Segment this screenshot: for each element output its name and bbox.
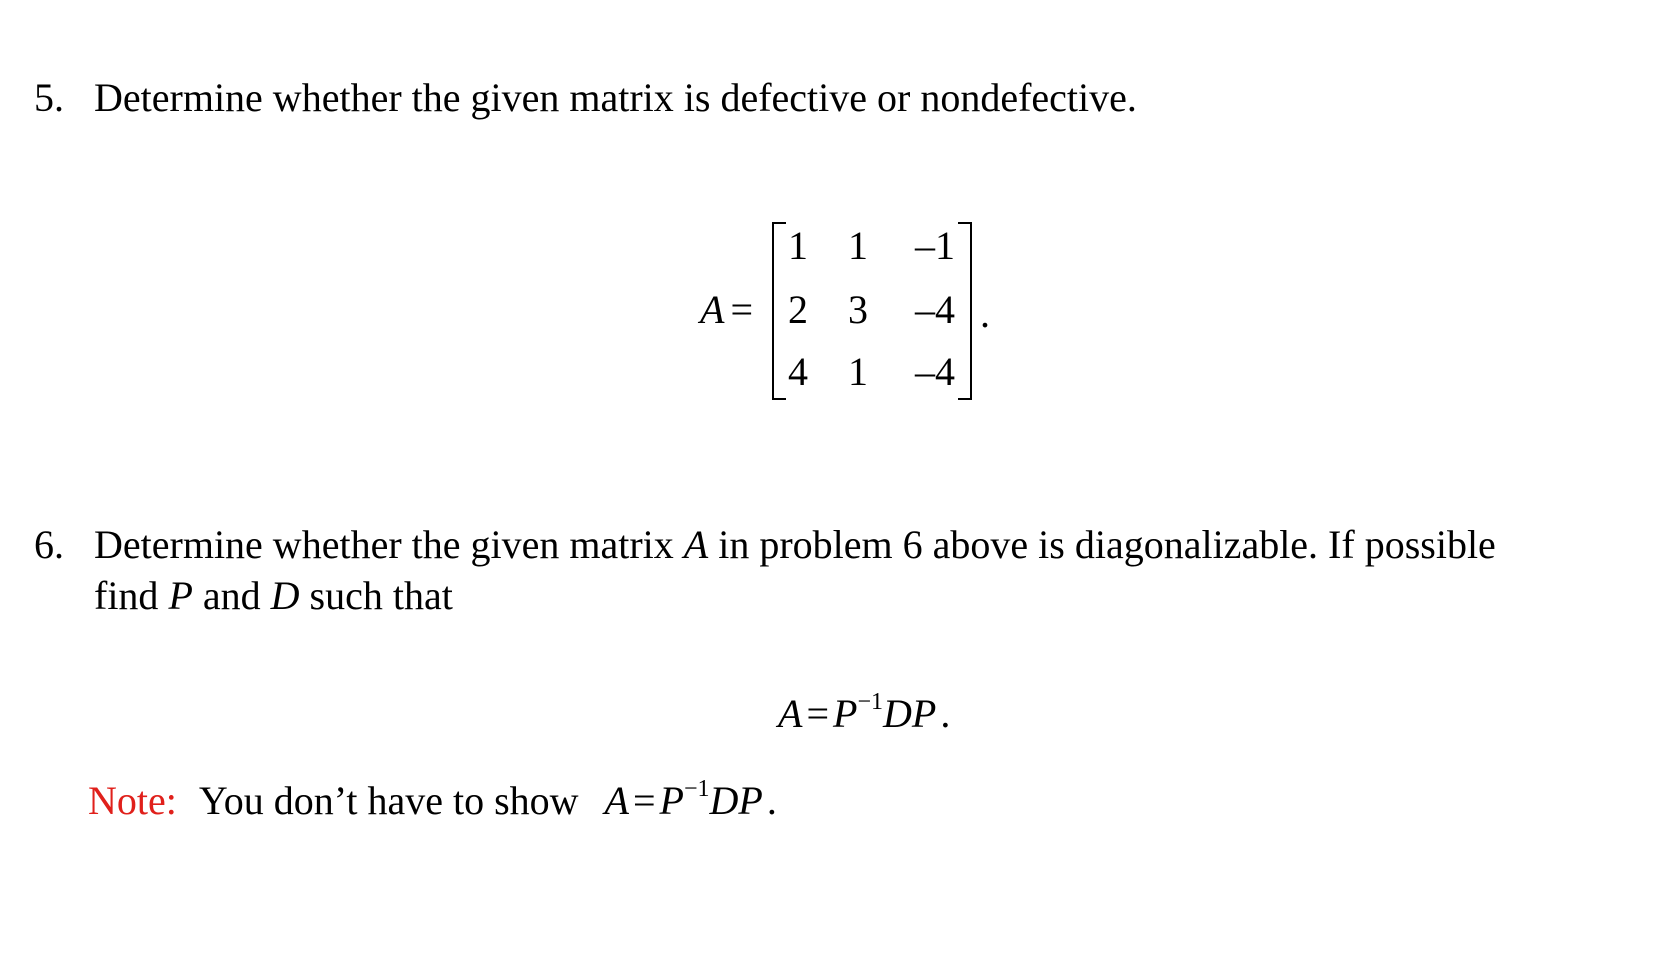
matrix-cell-r2c1: 2	[788, 287, 808, 332]
problem-6-line-1-a: Determine whether the given matrix	[94, 522, 684, 567]
problem-5-number: 5.	[34, 75, 64, 120]
note-a: A	[604, 778, 629, 823]
matrix-lhs-var: A	[700, 287, 725, 332]
eq-equals: =	[806, 691, 829, 736]
matrix-cell-r2c3: –4	[915, 287, 955, 332]
problem-6-var-p: P	[168, 573, 193, 618]
eq-dp: DP	[882, 691, 937, 736]
display-equation	[778, 690, 950, 738]
matrix-right-bracket	[958, 222, 972, 400]
problem-5-text: Determine whether the given matrix is defective or nondefective.	[94, 75, 1137, 120]
eq-a: A	[778, 691, 803, 736]
note-end: .	[766, 778, 777, 823]
matrix-cell-r1c3: –1	[915, 223, 955, 268]
matrix-terminator: .	[980, 291, 990, 336]
problem-6-line-2-c: such that	[299, 573, 453, 618]
problem-6-var-a: A	[683, 522, 709, 567]
matrix-lhs	[700, 286, 753, 334]
eq-end: .	[940, 691, 951, 736]
note-text: You don’t have to show	[198, 778, 579, 823]
note-exponent: −1	[683, 776, 710, 802]
problem-6-number: 6.	[34, 522, 64, 567]
problem-6-line-2-a: find	[94, 573, 169, 618]
eq-exponent: −1	[857, 689, 883, 715]
note-equals: =	[632, 778, 656, 823]
eq-p: P	[833, 691, 858, 736]
problem-6-line-2	[94, 572, 453, 620]
matrix-cell-r1c2: 1	[848, 223, 868, 268]
problem-6-line-1	[94, 521, 1496, 569]
matrix-cell-r3c2: 1	[848, 349, 868, 394]
matrix-cell-r2c2: 3	[848, 287, 868, 332]
matrix-lhs-eq: =	[730, 287, 753, 332]
problem-6-line-2-b: and	[192, 573, 271, 618]
problem-6-var-d: D	[270, 573, 300, 618]
note-line	[88, 777, 777, 825]
matrix-cell-r1c1: 1	[788, 223, 808, 268]
note-p: P	[659, 778, 684, 823]
note-label: Note:	[88, 778, 177, 823]
matrix-cell-r3c1: 4	[788, 349, 808, 394]
matrix-cell-r3c3: –4	[915, 349, 955, 394]
note-dp: DP	[709, 778, 763, 823]
problem-6-line-1-b: in problem 6 above is diagonalizable. If possible	[708, 522, 1496, 567]
